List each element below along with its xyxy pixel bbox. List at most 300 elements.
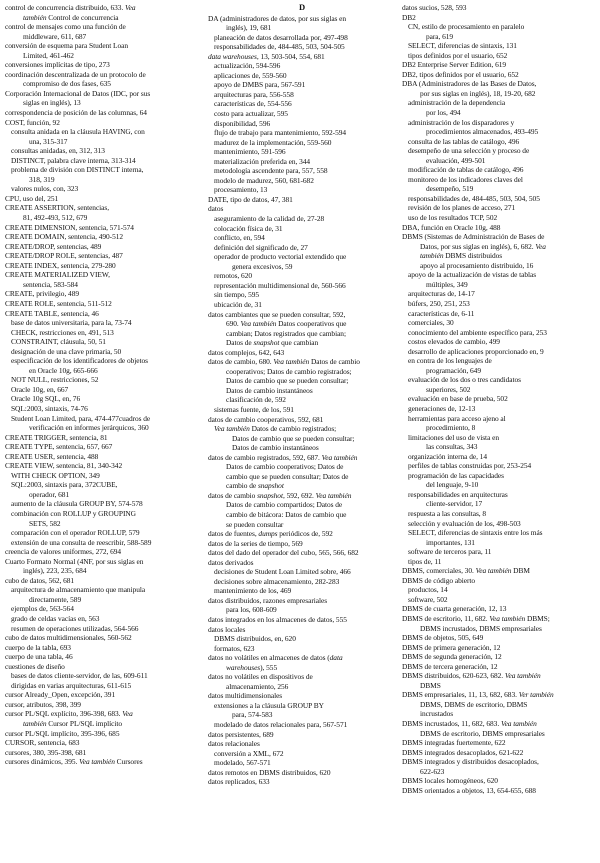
index-subentry — [402, 528, 595, 547]
index-entry — [5, 3, 195, 22]
index-entry-line: bases de datos cliente-servidor, de las, 609-611 — [11, 671, 148, 681]
index-entry-line: también Cursor PL/SQL implícito — [23, 719, 122, 729]
index-entry-line: desarrollo de aplicaciones proporcionado en, 9 — [408, 346, 544, 356]
index-subentry — [208, 720, 396, 730]
index-subentry — [5, 509, 195, 528]
index-entry — [208, 348, 396, 358]
index-entry-line: en contra de los lenguajes de — [408, 356, 492, 366]
index-subentry — [208, 567, 396, 577]
index-entry — [402, 60, 595, 70]
index-entry-line: conocimiento del ambiente específico para, 253 — [408, 327, 547, 337]
index-subentry — [402, 22, 595, 41]
index-entry-line: administración de la dependencia — [408, 98, 506, 108]
index-subentry — [208, 252, 396, 271]
index-entry-line: compromiso de dos fases, 635 — [23, 79, 111, 89]
index-subentry — [208, 128, 396, 138]
index-entry-line: Oracle 10g SQL, en, 76 — [11, 394, 81, 404]
index-subentry — [402, 452, 595, 462]
index-subentry — [208, 758, 396, 768]
index-entry-line: Datos, por sus siglas en inglés), 6, 682. Vea — [420, 241, 546, 251]
index-subentry — [208, 138, 396, 148]
index-subentry — [402, 137, 595, 147]
index-entry-line: múltiples, 349 — [426, 279, 468, 289]
index-subentry — [5, 347, 195, 357]
index-entry-line: DBMS incrustados, DBMS empresariales — [420, 623, 542, 633]
index-subentry — [5, 671, 195, 681]
index-entry-line: base de datos universitaria, para la, 73-74 — [11, 318, 132, 328]
index-subentry — [208, 424, 396, 453]
index-entry-line: DBMS integradas fuertemente, 622 — [402, 738, 506, 748]
index-subentry — [402, 433, 595, 452]
index-entry — [402, 232, 595, 270]
index-entry-line: desempeño, 519 — [426, 184, 474, 194]
index-entry — [208, 691, 396, 701]
index-subentry — [5, 528, 195, 538]
index-column-3 — [402, 3, 595, 795]
index-subentry — [402, 146, 595, 165]
index-entry-line: 690. Vea también Datos cooperativos que — [226, 319, 347, 329]
index-entry-line: Datos de cambio compartidos; Datos de — [226, 500, 343, 510]
index-subentry — [208, 224, 396, 234]
index-entry-line: costos elevados de cambio, 499 — [408, 337, 500, 347]
index-subentry — [5, 328, 195, 338]
index-entry-line: datos cambiantes que se pueden consultar, 592, — [208, 309, 346, 319]
index-entry-line: datos persistentes, 689 — [208, 729, 274, 739]
index-subentry — [5, 156, 195, 166]
index-entry-line: representación multidimensional de, 560-566 — [214, 280, 346, 290]
index-entry — [5, 118, 195, 128]
index-entry — [402, 652, 595, 662]
index-entry — [208, 357, 396, 405]
index-page — [5, 3, 595, 860]
index-entry — [402, 614, 595, 633]
index-entry-line: costo para actualizar, 595 — [214, 109, 288, 119]
index-entry-line: DBMS distribuidos, en, 620 — [214, 634, 296, 644]
index-entry — [208, 529, 396, 539]
index-entry — [5, 662, 195, 672]
index-entry-line: metodología ascendente para, 557, 558 — [214, 166, 328, 176]
index-subentry — [208, 90, 396, 100]
index-entry-line: responsabilidades de, 484-485, 503, 504-505 — [214, 42, 345, 52]
index-entry-line: DBMS de escritorio, 11, 682. Vea también DBMS; — [402, 614, 550, 623]
index-entry-line: formatos, 623 — [214, 643, 255, 653]
index-subentry — [208, 586, 396, 596]
index-entry-line: DBA (Administradores de las Bases de Datos, — [402, 79, 537, 89]
index-entry-line: CN, estilo de procesamiento en paralelo — [408, 22, 525, 32]
index-entry-line: CHECK, restricciones en, 491, 513 — [11, 327, 114, 337]
index-entry-line: CREATE TYPE, sentencia, 657, 667 — [5, 442, 113, 452]
index-entry-line: CPU, uso del, 251 — [5, 193, 59, 203]
index-entry-line: sistemas fuente, de los, 591 — [214, 404, 294, 414]
index-entry-line: perfiles de tablas construidas por, 253-254 — [408, 461, 532, 471]
index-entry — [402, 13, 595, 23]
index-entry-line: resumen de operaciones utilizadas, 564-566 — [11, 623, 139, 633]
index-entry-line: desempeño de una selección y proceso de — [408, 146, 530, 156]
index-entry — [402, 776, 595, 786]
index-entry — [5, 452, 195, 462]
index-entry-line: cursores dinámicos, 395. Vea también Cursores — [5, 757, 143, 767]
index-subentry — [208, 290, 396, 300]
index-subentry — [402, 194, 595, 204]
index-entry — [5, 309, 195, 319]
index-entry-line: datos de la series de tiempo, 569 — [208, 538, 303, 548]
index-entry — [5, 41, 195, 60]
index-entry-line: importantes, 131 — [426, 537, 475, 547]
index-subentry — [208, 147, 396, 157]
index-entry-line: CONSTRAINT, cláusula, 50, 51 — [11, 337, 106, 347]
index-entry-line: definición del significado de, 27 — [214, 242, 308, 252]
index-entry-line: control de concurrencia distribuido, 633. Vea — [5, 3, 136, 12]
index-entry-line: aplicaciones de, 559-560 — [214, 70, 287, 80]
index-entry-line: generaciones de, 12-13 — [408, 403, 476, 413]
index-column-1 — [5, 3, 195, 767]
index-entry-line: Datos de snapshot que cambian — [226, 338, 319, 348]
index-entry-line: datos no volátiles en dispositivos de — [208, 672, 313, 682]
index-entry-line: cubo de datos, 562, 681 — [5, 575, 75, 585]
index-entry-line: datos de cambio, 680. Vea también Datos de cambio — [208, 357, 360, 367]
index-subentry — [208, 71, 396, 81]
index-entry-line: datos remotos en DBMS distribuidos, 620 — [208, 767, 331, 777]
index-subentry — [208, 109, 396, 119]
index-subentry — [208, 243, 396, 253]
index-entry-line: DBMS, comerciales, 30. Vea también DBM — [402, 566, 530, 576]
index-entry-line: remotos, 620 — [214, 271, 252, 281]
index-entry-line: inglés), 19, 681 — [226, 23, 272, 33]
index-subentry — [402, 41, 595, 51]
index-entry — [402, 662, 595, 672]
index-entry — [5, 433, 195, 443]
index-entry-line: selección y evaluación de los, 498-503 — [408, 518, 521, 528]
index-entry-line: herramientas para acceso ajeno al — [408, 413, 506, 423]
index-entry-line: para, 619 — [426, 31, 454, 41]
index-entry-line: Datos de cambio que se pueden consultar; — [232, 433, 355, 443]
index-entry-line: disponibilidad, 596 — [214, 118, 271, 128]
index-entry-line: también Control de concurrencia — [23, 12, 119, 22]
index-entry-line: Datos de cambio instantáneos — [226, 385, 313, 395]
index-entry-line: datos relacionales — [208, 739, 260, 749]
index-entry-line: CREATE DOMAIN, sentencia, 490-512 — [5, 232, 124, 242]
index-entry — [5, 652, 195, 662]
index-entry-line: cambio de snapshot — [226, 481, 284, 491]
index-entry — [5, 633, 195, 643]
index-subentry — [402, 51, 595, 61]
index-subentry — [5, 146, 195, 156]
index-entry-line: apoyo de la actualización de vistas de tablas — [408, 270, 537, 280]
index-subentry — [5, 538, 195, 548]
index-entry — [5, 299, 195, 309]
index-entry-line: CREATE VIEW, sentencia, 81, 340-342 — [5, 461, 123, 471]
index-entry — [5, 242, 195, 252]
index-entry-line: datos sucios, 528, 593 — [402, 3, 467, 12]
index-entry — [208, 730, 396, 740]
index-entry-line: especificación de los identificadores de objetos — [11, 356, 148, 366]
index-subentry — [5, 127, 195, 146]
index-subentry — [208, 166, 396, 176]
index-entry — [5, 270, 195, 289]
index-entry-line: datos — [208, 204, 224, 214]
index-entry-line: Cuarto Formato Normal (4NF, por sus siglas en — [5, 556, 144, 566]
index-subentry — [402, 375, 595, 394]
index-subentry — [402, 289, 595, 299]
index-entry-line: flujo de trabajo para mantenimiento, 592-594 — [214, 128, 347, 138]
index-entry — [402, 690, 595, 719]
index-entry-line: ejemplos de, 563-564 — [11, 604, 74, 614]
index-entry-line: procesamiento, 13 — [214, 185, 268, 195]
index-entry-line: DB2, tipos definidos por el usuario, 652 — [402, 69, 519, 79]
index-entry-line: datos locales — [208, 624, 246, 634]
index-entry-line: una, 315-317 — [29, 136, 68, 146]
index-entry — [5, 289, 195, 299]
index-entry — [5, 461, 195, 471]
index-entry-line: CREATE TRIGGER, sentencia, 81 — [5, 432, 108, 442]
index-entry-line: cursor, atributos, 398, 399 — [5, 699, 81, 709]
index-entry-line: 81, 492-493, 512, 679 — [23, 213, 88, 223]
index-entry — [208, 548, 396, 558]
index-entry-line: DBMS (Sistemas de Administración de Bases de — [402, 232, 545, 242]
section-letter-heading: D — [298, 2, 306, 12]
index-entry — [208, 558, 396, 568]
index-entry-line: cuerpo de una tabla, 46 — [5, 652, 73, 662]
index-entry-line: DA (administradores de datos, por sus siglas en — [208, 13, 347, 23]
index-entry — [208, 615, 396, 625]
index-entry-line: NOT NULL, restricciones, 52 — [11, 375, 99, 385]
index-entry-line: CREATE MATERIALIZED VIEW, — [5, 270, 110, 280]
index-entry-line: organización interna de, 14 — [408, 451, 487, 461]
index-entry-line: mantenimiento, 591-596 — [214, 147, 286, 157]
index-subentry — [402, 557, 595, 567]
index-entry-line: sin tiempo, 595 — [214, 290, 260, 300]
index-entry-line: actualización, 594-596 — [214, 61, 281, 71]
index-entry — [402, 3, 595, 13]
index-entry-line: datos distribuidos, razones empresariales — [208, 595, 328, 605]
index-subentry — [402, 347, 595, 357]
index-entry-line: datos de cambio cooperativos, 592, 681 — [208, 414, 324, 424]
index-entry-line: operador de producto vectorial extendido que — [214, 252, 347, 262]
index-entry-line: CREATE DIMENSION, sentencia, 571-574 — [5, 222, 134, 232]
index-entry — [5, 557, 195, 576]
index-entry-line: coordinación descentralizada de un protocolo de — [5, 69, 146, 79]
index-entry — [402, 643, 595, 653]
index-entry-line: SELECT, diferencias de sintaxis entre los más — [408, 528, 543, 538]
index-entry-line: datos complejos, 642, 643 — [208, 347, 285, 357]
index-entry — [5, 89, 195, 108]
index-entry-line: incrustados — [420, 709, 454, 719]
index-entry-line: conversión a XML, 672 — [214, 748, 284, 758]
index-entry-line: 622-623 — [420, 766, 445, 776]
index-subentry — [402, 213, 595, 223]
index-entry-line: datos no volátiles en almacenes de datos (data — [208, 653, 343, 663]
index-subentry — [402, 509, 595, 519]
index-entry-line: DBMS de objetos, 505, 649 — [402, 633, 484, 643]
index-subentry — [402, 461, 595, 471]
index-entry — [208, 204, 396, 214]
index-entry-line: procedimiento, 8 — [426, 423, 476, 433]
index-entry-line: aumento de la cláusula GROUP BY, 574-578 — [11, 499, 143, 509]
index-subentry — [208, 185, 396, 195]
index-entry-line: planeación de datos desarrollada por, 497-498 — [214, 32, 348, 42]
index-entry-line: warehouses), 555 — [226, 662, 278, 672]
index-entry — [402, 223, 595, 233]
index-entry-line: Corporación Internacional de Datos (IDC, por sus — [5, 88, 151, 98]
index-subentry — [5, 499, 195, 509]
index-entry — [208, 415, 396, 425]
index-subentry — [5, 385, 195, 395]
index-entry-line: DBMS distribuidos, 620-623, 682. Vea también — [402, 671, 541, 681]
index-entry-line: revisión de los planes de acceso, 271 — [408, 203, 516, 213]
index-subentry — [402, 490, 595, 509]
index-entry-line: arquitecturas para, 556-558 — [214, 89, 294, 99]
index-entry-line: SETS, 582 — [29, 518, 61, 528]
index-entry-line: SQL:2003, sintaxis para, 372CUBE, — [11, 480, 118, 490]
index-subentry — [208, 80, 396, 90]
index-entry-line: almacenamiento, 256 — [226, 681, 289, 691]
index-entry-line: decisiones de Student Loan Limited sobre, 466 — [214, 567, 351, 577]
index-entry-line: problema de división con DISTINCT interna, — [11, 165, 144, 175]
index-subentry — [208, 33, 396, 43]
index-subentry — [402, 328, 595, 338]
index-entry-line: búfers, 250, 251, 253 — [408, 298, 470, 308]
index-entry-line: cuerpo de la tabla, 693 — [5, 642, 71, 652]
index-entry-line: DBMS integrados y distribuidos desacoplados, — [402, 757, 539, 767]
index-entry-line: control de mensajes como una función de — [5, 22, 126, 32]
index-entry-line: administración de los disparadores y — [408, 117, 515, 127]
index-entry-line: CREATE ASSERTION, sentencias, — [5, 203, 110, 213]
index-entry-line: respuesta a las consultas, 8 — [408, 508, 487, 518]
index-entry-line: para, 574-583 — [232, 710, 273, 720]
index-entry-line: software, 502 — [408, 594, 448, 604]
index-entry-line: DBMS integrados desacoplados, 621-622 — [402, 747, 524, 757]
index-entry-line: CREATE TABLE, sentencia, 46 — [5, 308, 99, 318]
index-entry-line: monitoreo de los indicadores claves del — [408, 174, 523, 184]
index-entry-line: CREATE USER, sentencia, 488 — [5, 451, 99, 461]
index-entry-line: productos, 14 — [408, 585, 448, 595]
index-subentry — [5, 471, 195, 481]
index-entry-line: por sus siglas en inglés), 18, 19-20, 682 — [420, 88, 536, 98]
index-entry-line: Vea también Datos de cambio registrados; — [214, 424, 337, 434]
index-subentry — [208, 42, 396, 52]
index-entry-line: cursor PL/SQL explícito, 396-398, 683. Vea — [5, 709, 133, 719]
index-entry — [402, 748, 595, 758]
index-subentry — [5, 585, 195, 604]
index-entry-line: verificación en informes jerárquicos, 360 — [29, 423, 149, 433]
index-entry-line: CURSOR, sentencia, 683 — [5, 738, 80, 748]
index-entry-line: evaluación, 499-501 — [426, 155, 486, 165]
index-entry-line: evaluación en base de prueba, 502 — [408, 394, 508, 404]
index-entry — [5, 643, 195, 653]
index-entry-line: data warehouses, 13, 503-504, 554, 681 — [208, 51, 325, 61]
index-entry — [5, 738, 195, 748]
index-entry-line: cursores, 380, 395-398, 681 — [5, 747, 87, 757]
index-entry-line: cliente-servidor, 17 — [426, 499, 483, 509]
index-subentry — [5, 375, 195, 385]
index-column-2 — [208, 3, 396, 787]
index-entry-line: características de, 554-556 — [214, 99, 292, 109]
index-entry-line: DBA, función en Oracle 10g, 488 — [402, 222, 501, 232]
index-entry-line: Oracle 10g, en, 667 — [11, 384, 69, 394]
index-entry-line: cambian; Datos registrados que cambian; — [226, 328, 346, 338]
index-entry — [208, 672, 396, 691]
index-entry-line: también DBMS distribuidos — [420, 251, 503, 261]
index-entry — [5, 748, 195, 758]
index-entry-line: DBMS incrustados, 11, 682, 683. Vea también — [402, 719, 537, 729]
index-entry-line: CREATE/DROP, sentencias, 489 — [5, 241, 102, 251]
index-entry-line: datos integrados en los almacenes de datos, 555 — [208, 615, 347, 624]
index-subentry — [402, 519, 595, 529]
index-entry — [5, 547, 195, 557]
index-entry-line: Datos de cambio instantáneos — [232, 443, 319, 453]
index-subentry — [402, 404, 595, 414]
index-entry-line: sentencia, 583-584 — [23, 279, 78, 289]
index-entry — [208, 52, 396, 62]
index-subentry — [208, 701, 396, 720]
index-entry-line: para los, 608-609 — [226, 605, 277, 615]
index-entry-line: procedimientos almacenados, 493-495 — [426, 127, 539, 137]
index-entry-line: cursor Already_Open, excepción, 391 — [5, 690, 116, 700]
index-entry-line: extensión de una consulta de reescribir, 588-589 — [11, 537, 152, 547]
index-entry-line: datos derivados — [208, 557, 254, 567]
index-entry-line: limitaciones del uso de vista en — [408, 432, 499, 442]
index-entry-line: DBMS orientados a objetos, 13, 654-655, 688 — [402, 785, 536, 795]
index-entry — [402, 79, 595, 98]
index-entry-line: consulta de las tablas de catálogo, 496 — [408, 136, 520, 146]
index-subentry — [5, 404, 195, 414]
index-subentry — [402, 414, 595, 433]
index-entry — [208, 768, 396, 778]
index-subentry — [5, 614, 195, 624]
index-entry — [5, 60, 195, 70]
index-subentry — [402, 394, 595, 404]
index-entry-line: DBMS de código abierto — [402, 575, 476, 585]
index-entry-line: directamente, 589 — [29, 594, 82, 604]
index-entry-line: consultas anidadas, en, 312, 313 — [11, 146, 105, 156]
index-subentry — [5, 356, 195, 375]
index-entry — [208, 310, 396, 348]
index-entry-line: decisiones sobre almacenamiento, 282-283 — [214, 576, 340, 586]
index-subentry — [5, 165, 195, 184]
index-entry-line: extensiones a la cláusula GROUP BY — [214, 700, 324, 710]
index-entry — [208, 625, 396, 635]
index-entry-line: designación de una clave primaria, 50 — [11, 346, 122, 356]
index-entry — [208, 491, 396, 529]
index-subentry — [208, 271, 396, 281]
index-entry-line: conversiones implícitas de tipo, 273 — [5, 60, 110, 70]
index-subentry — [5, 624, 195, 634]
index-entry-line: se pueden consultar — [226, 519, 284, 529]
index-entry-line: tipos definidos por el usuario, 652 — [408, 50, 508, 60]
index-entry-line: creencia de valores uniformes, 272, 694 — [5, 547, 122, 557]
index-entry — [5, 442, 195, 452]
index-subentry — [5, 480, 195, 499]
index-entry-line: apoyo de DMBS para, 567-591 — [214, 80, 306, 90]
index-entry-line: DB2 Enterprise Server Edition, 619 — [402, 60, 507, 70]
index-entry-line: conflicto, en, 594 — [214, 233, 265, 243]
index-entry — [5, 108, 195, 118]
index-entry-line: modelo de madurez, 560, 681-682 — [214, 175, 314, 185]
index-subentry — [208, 233, 396, 243]
index-entry-line: programación, 649 — [426, 365, 481, 375]
index-entry — [5, 757, 195, 767]
index-subentry — [5, 394, 195, 404]
index-subentry — [208, 176, 396, 186]
index-entry — [5, 690, 195, 700]
index-entry-line: genera excesivos, 59 — [232, 261, 293, 271]
index-entry-line: DBMS de segunda generación, 12 — [402, 652, 502, 662]
index-entry — [5, 700, 195, 710]
index-subentry — [208, 300, 396, 310]
index-subentry — [208, 61, 396, 71]
index-entry — [5, 203, 195, 222]
index-subentry — [402, 299, 595, 309]
